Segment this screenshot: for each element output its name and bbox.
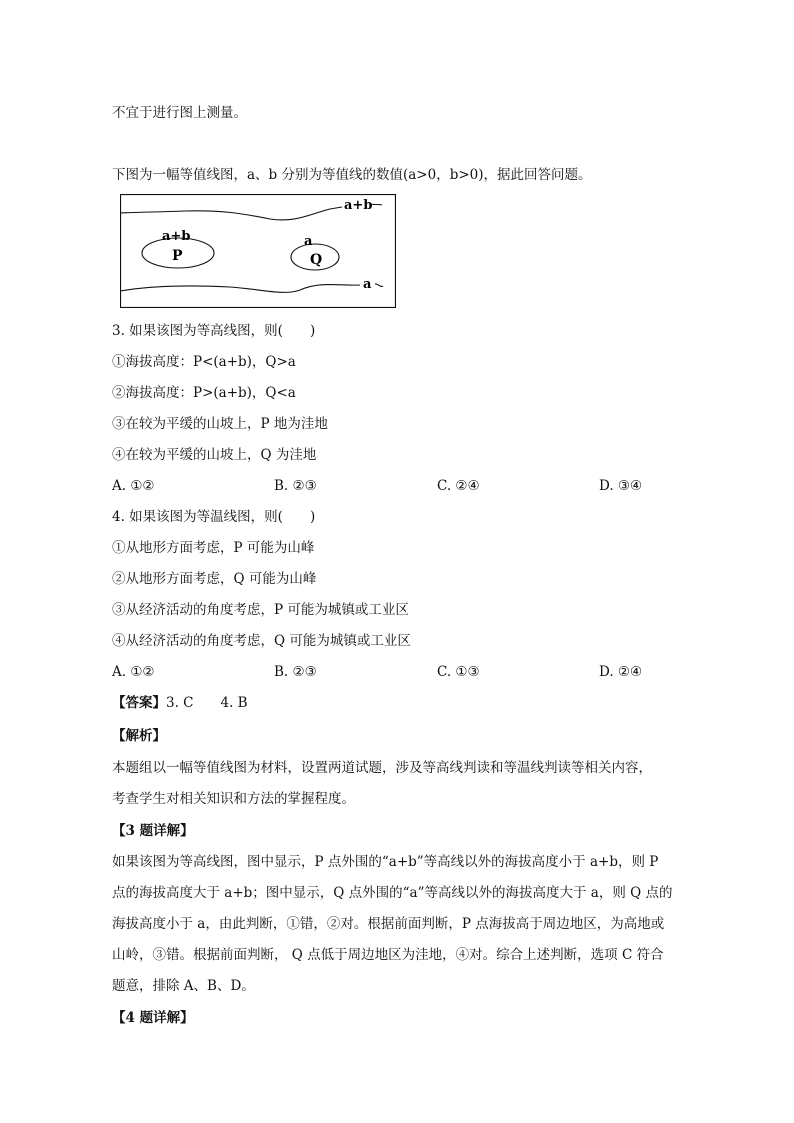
q4-statement-2: ②从地形方面考虑，Q 可能为山峰: [112, 571, 317, 587]
q4-stem: 4. 如果该图为等温线图，则( ): [112, 509, 316, 525]
detail3-line-4: 山岭，③错。根据前面判断， Q 点低于周边地区为洼地，④对。综合上述判断，选项 C 符合: [112, 947, 664, 963]
q3-statement-3: ③在较为平缓的山坡上，P 地为洼地: [112, 416, 328, 432]
q3-option-b: B. ②③: [274, 478, 317, 494]
q3-option-c: C. ②④: [437, 478, 480, 494]
detail4-heading: 【4 题详解】: [112, 1010, 194, 1026]
isoline-figure: [120, 194, 396, 308]
q3-option-d: D. ③④: [599, 478, 643, 494]
q3-statement-4: ④在较为平缓的山坡上，Q 为洼地: [112, 447, 317, 463]
p-point-label: P: [172, 248, 183, 264]
p-isoline-value: a+b: [162, 229, 191, 244]
q-isoline-value: a: [304, 234, 313, 249]
isoline-bottom-tail: [375, 284, 383, 287]
label-bottom: a: [363, 277, 372, 292]
detail3-heading: 【3 题详解】: [112, 823, 194, 839]
q4-statement-4: ④从经济活动的角度考虑，Q 可能为城镇或工业区: [112, 633, 411, 649]
isoline-bottom: [120, 285, 360, 293]
q3-statement-1: ①海拔高度：P<(a+b)，Q>a: [112, 354, 296, 370]
detail3-line-2: 点的海拔高度大于 a+b；图中显示，Q 点外围的“a”等高线以外的海拔高度大于 a，则 Q 点的: [112, 885, 673, 901]
q3-stem: 3. 如果该图为等高线图，则( ): [112, 323, 316, 339]
isoline-top: [120, 207, 342, 220]
label-top: a+b: [344, 198, 373, 213]
q4-option-d: D. ②④: [599, 664, 643, 680]
answer-line: [112, 694, 248, 712]
detail3-line-3: 海拔高度小于 a，由此判断，①错，②对。根据前面判断，P 点海拔高于周边地区，为高地或: [112, 916, 665, 932]
q3-option-a: A. ①②: [112, 478, 155, 494]
q-point-label: Q: [310, 252, 323, 268]
q4-option-b: B. ②③: [274, 664, 317, 680]
answer-text: 3. C 4. B: [166, 695, 248, 711]
analysis-line-2: 考查学生对相关知识和方法的掌握程度。: [112, 791, 355, 807]
q4-option-c: C. ①③: [437, 664, 480, 680]
answer-label: 【答案】: [112, 695, 166, 711]
q3-statement-2: ②海拔高度：P>(a+b)，Q<a: [112, 385, 296, 401]
top-note: 不宜于进行图上测量。: [112, 105, 247, 121]
q4-statement-1: ①从地形方面考虑，P 可能为山峰: [112, 540, 315, 556]
analysis-line-1: 本题组以一幅等值线图为材料，设置两道试题，涉及等高线判读和等温线判读等相关内容，: [112, 760, 652, 776]
detail3-line-5: 题意，排除 A、B、D。: [112, 978, 255, 994]
isoline-top-tail: [371, 204, 382, 205]
question-intro: 下图为一幅等值线图，a、b 分别为等值线的数值(a>0，b>0)，据此回答问题。: [112, 167, 592, 183]
q4-option-a: A. ①②: [112, 664, 155, 680]
analysis-heading: 【解析】: [112, 728, 166, 744]
q4-statement-3: ③从经济活动的角度考虑，P 可能为城镇或工业区: [112, 602, 409, 618]
detail3-line-1: 如果该图为等高线图，图中显示，P 点外围的“a+b”等高线以外的海拔高度小于 a+b，则 P: [112, 854, 659, 870]
